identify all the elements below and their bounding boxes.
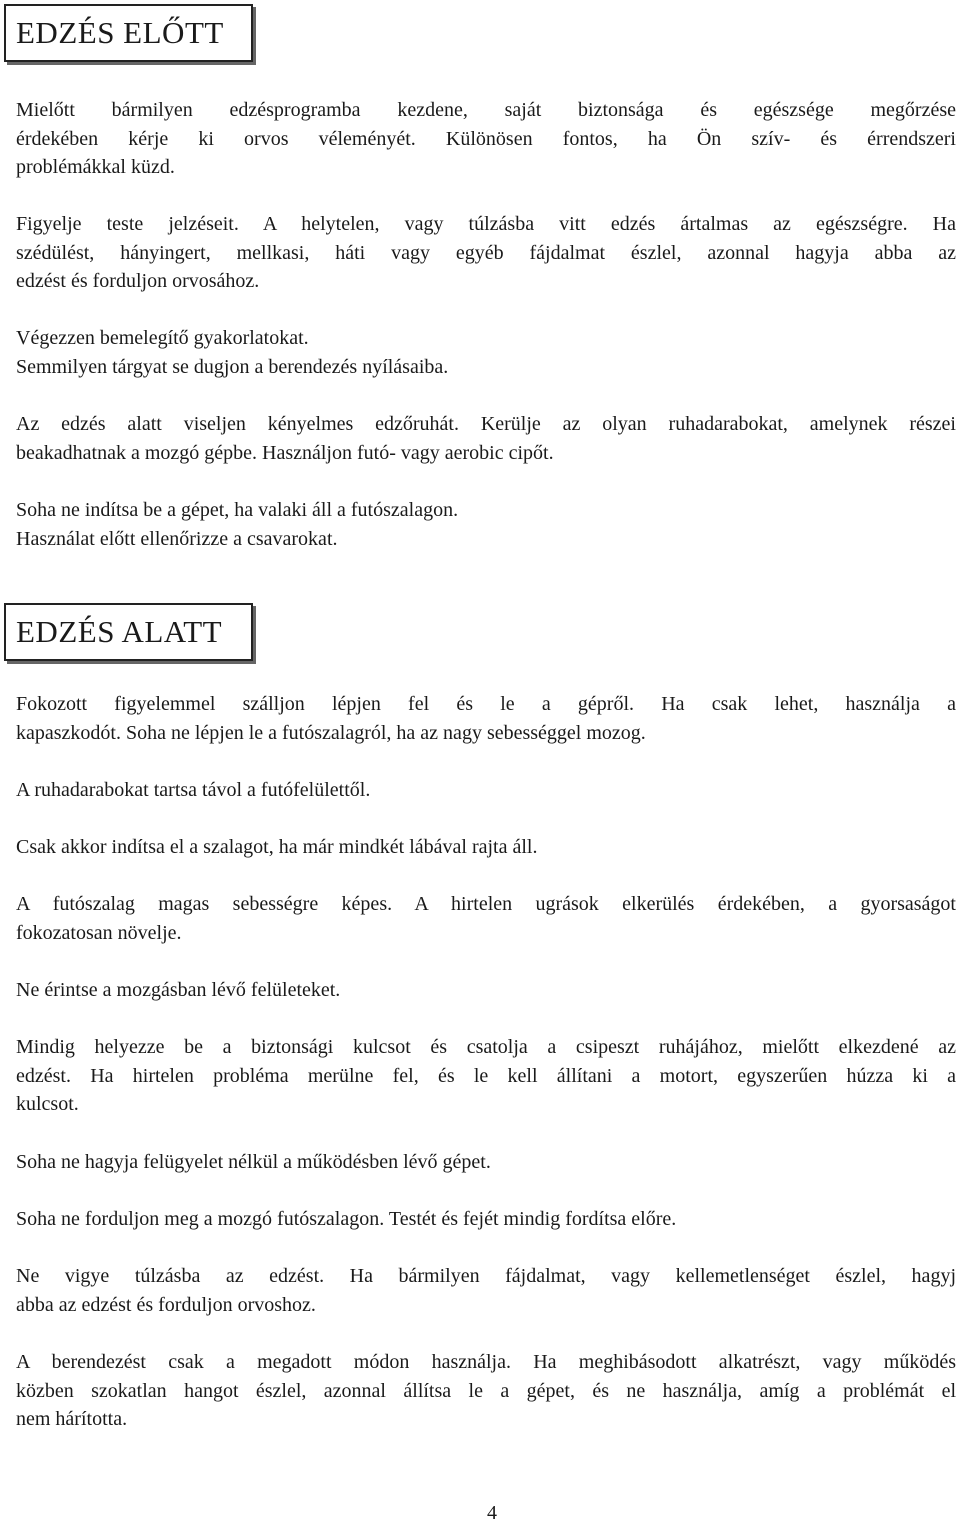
text-line: Fokozott figyelemmel szálljon lépjen fel és le a gépről. Ha csak lehet, használja a: [16, 693, 956, 715]
text-line: Mielőtt bármilyen edzésprogramba kezdene, saját biztonsága és egészsége megőrzése: [16, 99, 956, 121]
paragraph-sebesseg: [16, 890, 956, 947]
text-line: Használat előtt ellenőrizze a csavarokat.: [16, 527, 338, 550]
text-line: fokozatosan növelje.: [16, 921, 182, 944]
paragraph-meghibasodas: [16, 1348, 956, 1434]
text-line: kulcsot.: [16, 1093, 79, 1115]
text-line: Végezzen bemelegítő gyakorlatokat.: [16, 327, 309, 349]
paragraph-ruhadarabok: [16, 776, 956, 805]
paragraph-inditas-csavarok: [16, 496, 956, 553]
text-line: edzést. Ha hirtelen probléma merülne fel, és le kell állítani a motort, egyszerűen húzza ki a: [16, 1064, 956, 1087]
paragraph-test-jelzesei: [16, 210, 956, 296]
text-line: A ruhadarabokat tartsa távol a futófelülettől.: [16, 779, 371, 801]
paragraph-biztonsagi-kulcs: [16, 1033, 956, 1119]
text-line: érdekében kérje ki orvos véleményét. Különösen fontos, ha Ön szív- és érrendszeri: [16, 127, 956, 150]
paragraph-ne-forduljon-meg: [16, 1205, 956, 1234]
paragraph-bemelegites: [16, 324, 956, 381]
text-line: Soha ne indítsa be a gépet, ha valaki áll a futószalagon.: [16, 499, 459, 521]
text-line: kapaszkodót. Soha ne lépjen le a futószalagról, ha az nagy sebességgel mozog.: [16, 721, 646, 744]
section-heading-edzes-elott: [4, 4, 253, 62]
paragraph-fel-le-lepes: [16, 690, 956, 747]
paragraph-tulzas: [16, 1262, 956, 1319]
text-line: Az edzés alatt viseljen kényelmes edzőruhát. Kerülje az olyan ruhadarabokat, amelynek részei: [16, 413, 956, 435]
text-line: A futószalag magas sebességre képes. A hirtelen ugrások elkerülés érdekében, a gyorsaságot: [16, 893, 956, 915]
paragraph-orvosi-velemeny: [16, 96, 956, 182]
text-line: Ne érintse a mozgásban lévő felületeket.: [16, 979, 341, 1001]
paragraph-szalag-inditas: [16, 833, 956, 862]
text-line: Soha ne hagyja felügyelet nélkül a működésben lévő gépet.: [16, 1151, 491, 1173]
paragraph-edzoruha: [16, 410, 956, 467]
section-heading-edzes-alatt: [4, 603, 253, 661]
text-line: Mindig helyezze be a biztonsági kulcsot és csatolja a csipeszt ruhájához, mielőtt elkezdené az: [16, 1036, 956, 1058]
text-line: A berendezést csak a megadott módon használja. Ha meghibásodott alkatrészt, vagy működés: [16, 1351, 956, 1373]
section-heading-text: EDZÉS ELŐTT: [16, 15, 224, 50]
text-line: Figyelje teste jelzéseit. A helytelen, vagy túlzásba vitt edzés ártalmas az egészségre. Ha: [16, 213, 956, 235]
text-line: Semmilyen tárgyat se dugjon a berendezés nyílásaiba.: [16, 355, 449, 378]
text-line: problémákkal küzd.: [16, 156, 175, 178]
text-line: Soha ne forduljon meg a mozgó futószalagon. Testét és fejét mindig fordítsa előre.: [16, 1208, 677, 1230]
text-line: edzést és forduljon orvosához.: [16, 270, 260, 292]
text-line: nem hárította.: [16, 1408, 128, 1430]
paragraph-felugyelet: [16, 1148, 956, 1177]
text-line: Ne vigye túlzásba az edzést. Ha bármilyen fájdalmat, vagy kellemetlenséget észlel, hagyj: [16, 1265, 956, 1287]
page-number: 4: [487, 1502, 497, 1524]
text-line: beakadhatnak a mozgó gépbe. Használjon futó- vagy aerobic cipőt.: [16, 441, 554, 464]
text-line: közben szokatlan hangot észlel, azonnal állítsa le a gépet, és ne használja, amíg a problémát el: [16, 1379, 956, 1402]
section-heading-text: EDZÉS ALATT: [16, 614, 223, 649]
text-line: abba az edzést és forduljon orvoshoz.: [16, 1293, 316, 1316]
text-line: szédülést, hányingert, mellkasi, háti vagy egyéb fájdalmat észlel, azonnal hagyja abba az: [16, 241, 956, 264]
paragraph-mozgo-feluletek: [16, 976, 956, 1005]
text-line: Csak akkor indítsa el a szalagot, ha már mindkét lábával rajta áll.: [16, 836, 538, 858]
